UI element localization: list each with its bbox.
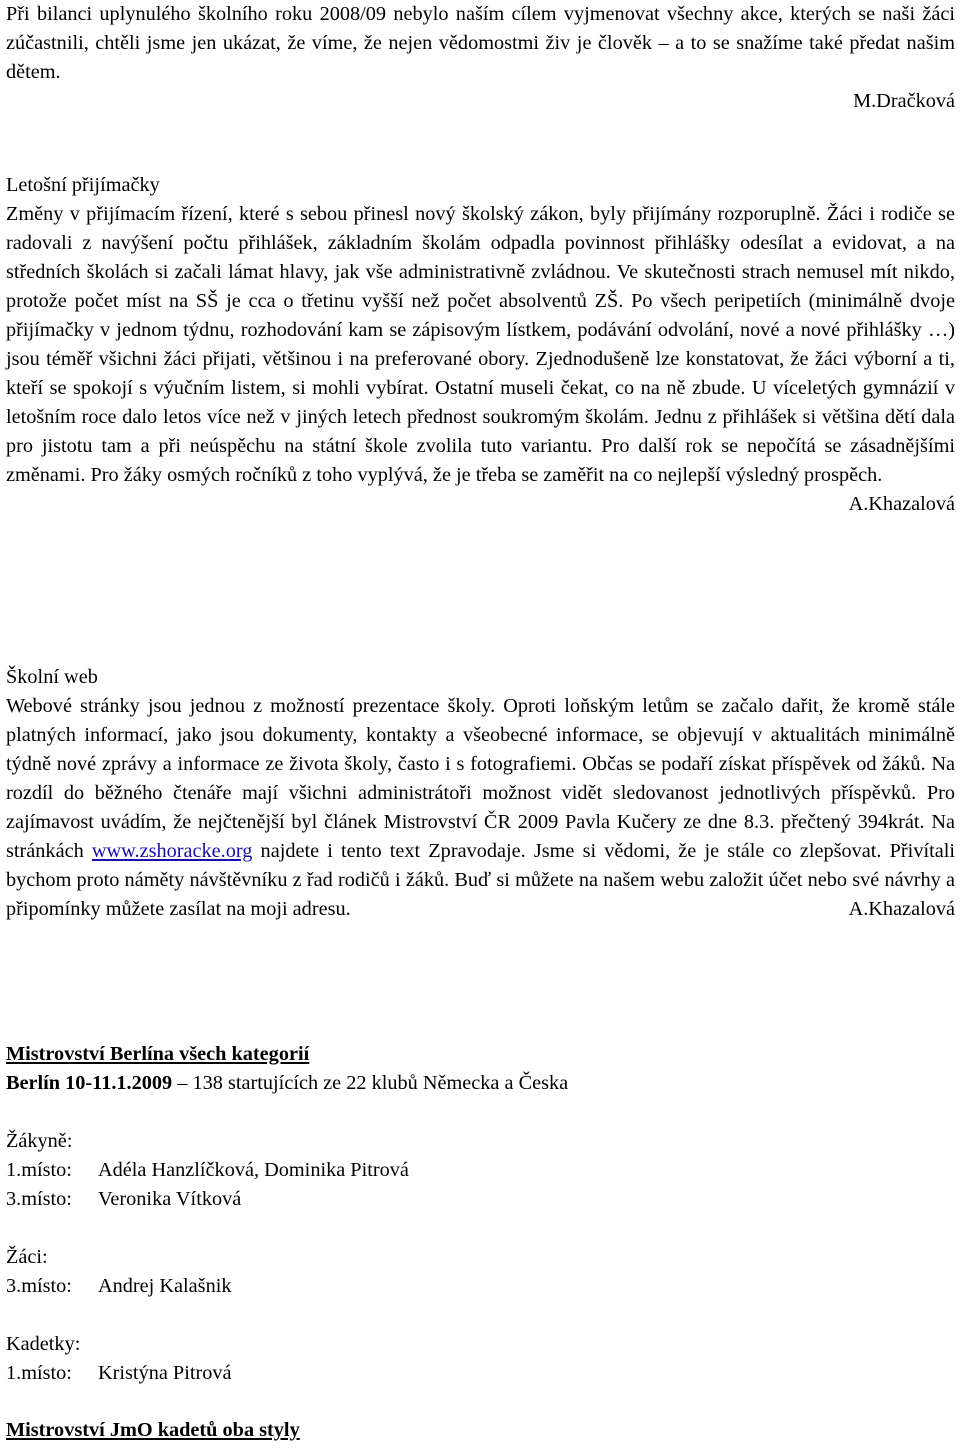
group-name: Žákyně:: [6, 1130, 73, 1152]
berlin-event-dash: –: [177, 1072, 188, 1094]
next-section: [6, 1416, 955, 1445]
result-names: Veronika Vítková: [98, 1188, 242, 1210]
admissions-title: Letošní přijímačky: [6, 174, 160, 196]
website-link[interactable]: www.zshoracke.org: [91, 840, 253, 862]
berlin-title: Mistrovství Berlína všech kategorií: [6, 1043, 310, 1065]
result-place: 1.místo:: [6, 1159, 72, 1181]
results-girls: [6, 1127, 955, 1214]
results-cadets: [6, 1330, 955, 1388]
result-place: 3.místo:: [6, 1275, 72, 1297]
result-row: [6, 1185, 955, 1214]
group-name: Kadetky:: [6, 1333, 81, 1355]
web-paragraph: [6, 692, 955, 924]
admissions-signature: A.Khazalová: [848, 493, 955, 515]
admissions-section: [6, 171, 955, 519]
result-names: Kristýna Pitrová: [98, 1362, 232, 1384]
web-text-after-link: najdete i tento text Zpravodaje. Jsme si vědomi, že je stále co zlepšovat. Přivítali bychom proto náměty návštěvníku z řad rodičů i žáků. Buď si můžete na našem webu založit účet nebo své návrhy a připomínky můžete zasílat na moji adresu.: [6, 840, 955, 920]
result-row: [6, 1272, 955, 1301]
result-names: Adéla Hanzlíčková, Dominika Pitrová: [98, 1159, 409, 1181]
web-title: Školní web: [6, 666, 98, 688]
result-names: Andrej Kalašnik: [98, 1275, 232, 1297]
next-section-title: Mistrovství JmO kadetů oba styly: [6, 1419, 300, 1441]
result-place: 1.místo:: [6, 1362, 72, 1384]
intro-section: [6, 0, 955, 116]
group-name: Žáci:: [6, 1246, 48, 1268]
intro-paragraph: Při bilanci uplynulého školního roku 2008/09 nebylo naším cílem vyjmenovat všechny akce, kterých se naši žáci zúčastnili, chtěli jsme jen ukázat, že víme, že nejen vědomostmi živ je člověk – a to se snažíme také předat našim dětem.: [6, 3, 955, 83]
berlin-event-desc: 138 startujících ze 22 klubů Německa a Česka: [192, 1072, 569, 1094]
intro-signature: M.Dračková: [853, 90, 955, 112]
web-signature: A.Khazalová: [848, 898, 955, 920]
berlin-event-label: Berlín 10-11.1.2009: [6, 1072, 173, 1094]
berlin-event-line: [6, 1069, 955, 1098]
result-row: [6, 1156, 955, 1185]
berlin-section: [6, 1040, 955, 1098]
admissions-paragraph: Změny v přijímacím řízení, které s sebou přinesl nový školský zákon, byly přijímány rozporuplně. Žáci i rodiče se radovali z navýšení počtu přihlášek, základním školám odpadla povinnost přihlášky odesílat a evidovat, a na středních školách si začali lámat hlavy, jak vše administrativně zvládnou. Ve skutečnosti strach nemusel mít nikdo, protože počet míst na SŠ je cca o třetinu vyšší než počet absolventů ZŠ. Po všech peripetiích (minimálně dvoje přijímačky v jednom týdnu, rozhodování kam se zápisovým lístkem, podávání odvolání, nové a nové přihlášky …) jsou téměř všichni žáci přijati, většinou i na preferované obory. Zjednodušeně lze konstatovat, že žáci výborní a ti, kteří se spokojí s výučním listem, si mohli vybírat. Ostatní museli čekat, co na ně zbude. U víceletých gymnázií v letošním roce dalo letos více než v jiných letech přednost soukromým školám. Jednu z přihlášek si většina dětí dala pro jistotu tam a při neúspěchu na státní škole zvolila tuto variantu. Pro další rok se nepočítá se zásadnějšími změnami. Pro žáky osmých ročníků z toho vyplývá, že je třeba se zaměřit na co nejlepší výsledný prospěch.: [6, 203, 955, 486]
result-place: 3.místo:: [6, 1188, 72, 1210]
web-text-before-link: Webové stránky jsou jednou z možností prezentace školy. Oproti loňským letům se začalo dařit, že kromě stále platných informací, jako jsou dokumenty, kontakty a všeobecné informace, se objevují v aktualitách minimálně týdně nové zprávy a informace ze života školy, často i s fotografiemi. Občas se podaří získat příspěvek od žáků. Na rozdíl do běžného čtenáře mají všichni administrátoři možnost vidět sledovanost jednotlivých příspěvků. Pro zajímavost uvádím, že nejčtenější byl článek Mistrovství ČR 2009 Pavla Kučery ze dne 8.3. přečtený 394krát. Na stránkách: [6, 695, 955, 862]
results-boys: [6, 1243, 955, 1301]
result-row: [6, 1359, 955, 1388]
web-section: [6, 663, 955, 924]
